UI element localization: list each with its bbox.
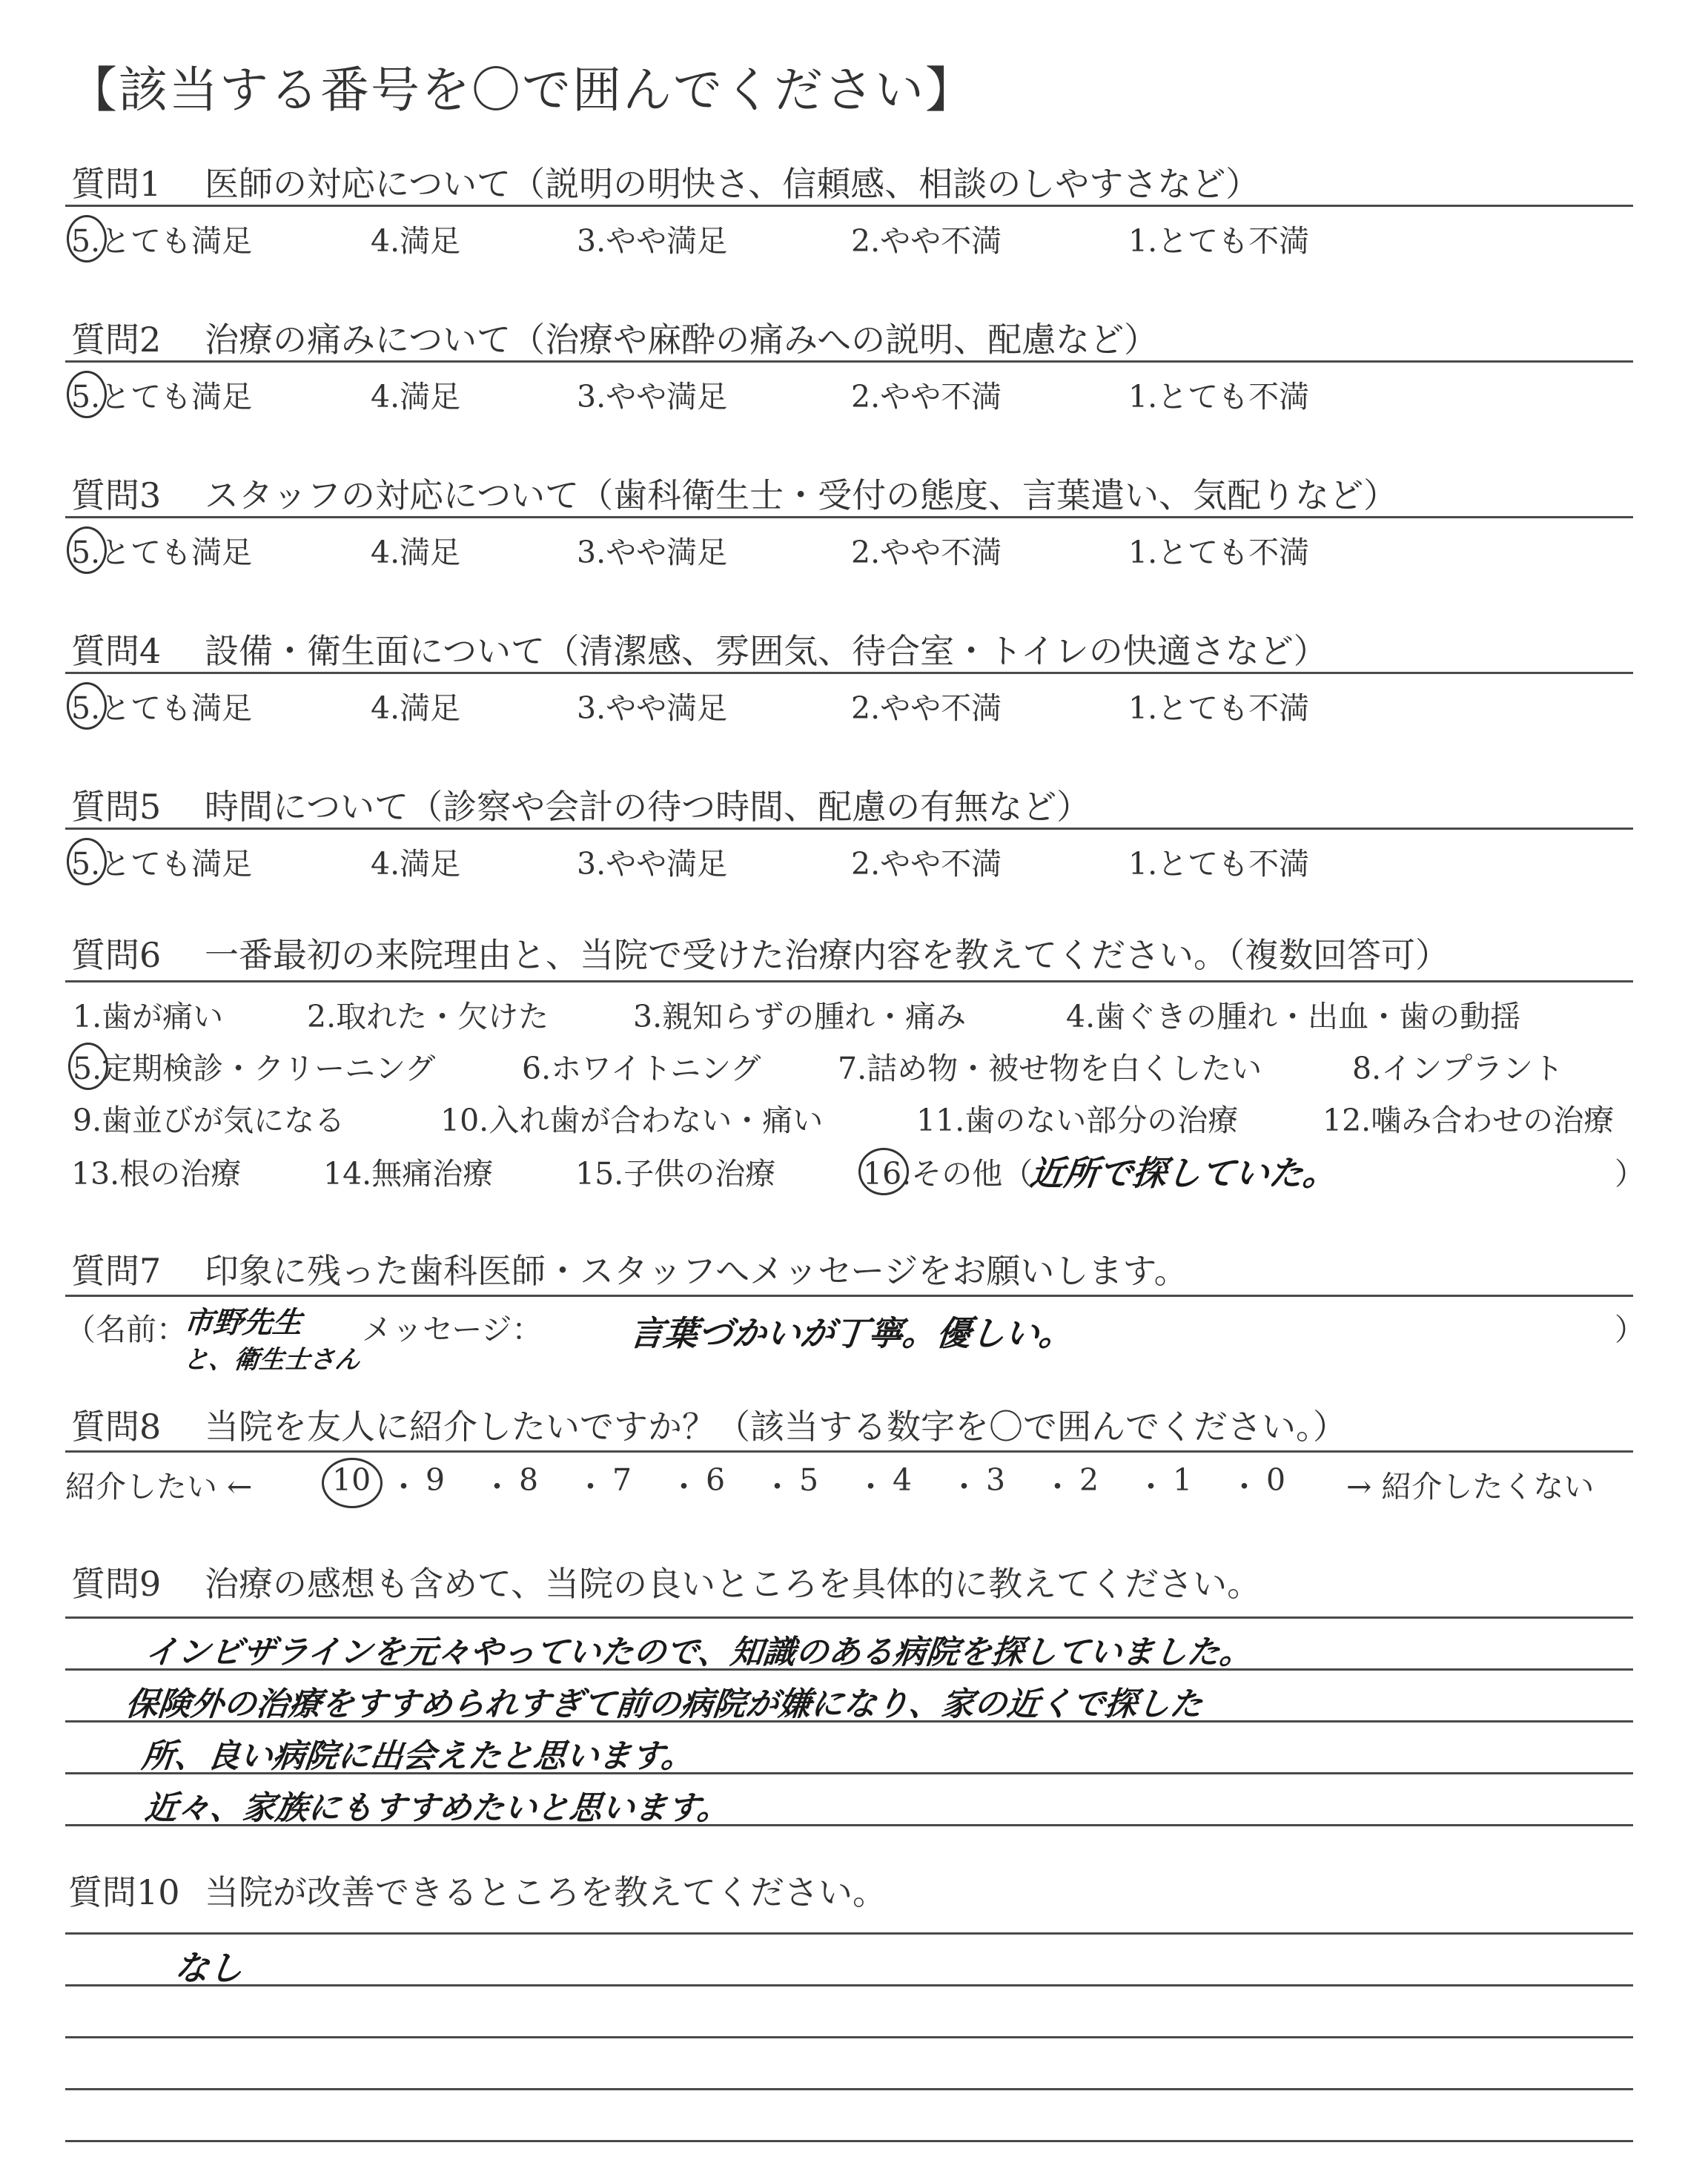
rating-option[interactable]: 1.とても不満 [1128,846,1310,882]
answer-line: 近々、家族にもすすめたいと思います。 [142,1789,732,1827]
rule-line [65,205,1633,207]
scale-value[interactable]: 5 [799,1462,819,1498]
reason-option[interactable]: 3.親知らずの腫れ・痛み [633,999,967,1034]
reason-option[interactable]: 14.無痛治療 [323,1156,494,1192]
rating-option[interactable]: 4.満足 [371,690,461,726]
question-text: 治療の痛みについて（治療や麻酔の痛みへの説明、配慮など） [205,320,1159,360]
answer-line: 所、良い病院に出会えたと思います。 [139,1737,696,1775]
scale-value[interactable]: 6 [706,1462,726,1498]
rating-option[interactable]: 3.やや満足 [577,223,728,259]
name-answer: 市野先生 [182,1306,305,1340]
reason-option[interactable]: 8.インプラント [1352,1051,1564,1086]
reason-option[interactable]: 9.歯並びが気になる [73,1103,345,1138]
question-label: 質問7 [71,1251,162,1291]
reason-option[interactable]: 13.根の治療 [71,1156,242,1192]
scale-value[interactable]: 10 [332,1462,371,1498]
question-text: 当院を友人に紹介したいですか？（該当する数字を〇で囲んでください。） [205,1407,1347,1447]
question-text: 印象に残った歯科医師・スタッフへメッセージをお願いします。 [205,1251,1188,1291]
scale-separator: ・ [1229,1469,1260,1505]
question-label: 質問10 [68,1872,180,1912]
reason-option[interactable]: 11.歯のない部分の治療 [916,1103,1239,1138]
rating-option[interactable]: 3.やや満足 [577,690,728,726]
scale-separator: ・ [669,1469,699,1505]
scale-value[interactable]: 1 [1173,1462,1193,1498]
question-text: 治療の感想も含めて、当院の良いところを具体的に教えてください。 [205,1564,1262,1604]
scale-right-label: → 紹介したくない [1346,1469,1595,1505]
message-answer: 言葉づかいが丁寧。優しい。 [627,1313,1076,1353]
rating-option[interactable]: 2.やや不満 [851,379,1002,415]
rule-line [65,672,1633,674]
scale-separator: ・ [1136,1469,1166,1505]
scale-value[interactable]: 4 [893,1462,913,1498]
rating-option[interactable]: 5.とても満足 [71,379,253,415]
scale-value[interactable]: 8 [519,1462,539,1498]
rule-line [65,360,1633,363]
rule-line [65,1932,1633,1935]
question-text: 当院が改善できるところを教えてください。 [205,1872,887,1912]
name-prefix: （名前： [65,1312,187,1347]
rating-option[interactable]: 2.やや不満 [851,535,1002,570]
question-text: 時間について（診察や会計の待つ時間、配慮の有無など） [205,787,1091,827]
rating-option[interactable]: 3.やや満足 [577,846,728,882]
rating-option[interactable]: 1.とても不満 [1128,535,1310,570]
question-label: 質問2 [71,320,162,360]
answer-line: インビザラインを元々やっていたので、知識のある病院を探していました。 [142,1634,1255,1671]
question-label: 質問6 [71,935,162,975]
reason-option[interactable]: 6.ホワイトニング [522,1051,761,1086]
rule-line [65,1450,1633,1453]
rating-option[interactable]: 1.とても不満 [1128,690,1310,726]
rule-line [65,828,1633,830]
rule-line [65,2088,1633,2090]
rating-option[interactable]: 2.やや不満 [851,846,1002,882]
message-label: メッセージ： [362,1312,543,1347]
answer-line: 保険外の治療をすすめられすぎて前の病院が嫌になり、家の近くで探した [123,1685,1205,1723]
question-text: 一番最初の来院理由と、当院で受けた治療内容を教えてください。（複数回答可） [205,935,1449,975]
rating-option[interactable]: 4.満足 [371,846,461,882]
scale-separator: ・ [388,1469,419,1505]
rating-option[interactable]: 1.とても不満 [1128,223,1310,259]
question-text: 設備・衛生面について（清潔感、雰囲気、待合室・トイレの快適さなど） [205,631,1328,671]
other-answer: 近所で探していた。 [1027,1153,1340,1193]
selection-circle [67,838,107,885]
rule-line [65,980,1633,982]
scale-value[interactable]: 2 [1079,1462,1099,1498]
question-label: 質問3 [71,475,162,515]
rating-option[interactable]: 2.やや不満 [851,690,1002,726]
selection-circle [67,371,107,418]
scale-value[interactable]: 9 [426,1462,446,1498]
rating-option[interactable]: 3.やや満足 [577,379,728,415]
reason-option[interactable]: 16.その他（ [863,1156,1033,1192]
selection-circle [858,1148,909,1195]
reason-option[interactable]: 15.子供の治療 [575,1156,776,1192]
question-label: 質問1 [71,164,162,204]
rating-option[interactable]: 3.やや満足 [577,535,728,570]
rating-option[interactable]: 2.やや不満 [851,223,1002,259]
question-text: 医師の対応について（説明の明快さ、信頼感、相談のしやすさなど） [205,164,1260,204]
reason-option[interactable]: 2.取れた・欠けた [307,999,549,1034]
rule-line [65,2140,1633,2142]
scale-separator: ・ [482,1469,512,1505]
scale-value[interactable]: 7 [612,1462,632,1498]
rule-line [65,1616,1633,1619]
selection-circle [67,215,107,262]
rating-option[interactable]: 4.満足 [371,223,461,259]
question-text: スタッフの対応について（歯科衛生士・受付の態度、言葉遣い、気配りなど） [205,475,1398,515]
scale-separator: ・ [949,1469,979,1505]
rating-option[interactable]: 4.満足 [371,379,461,415]
form-header: 【該当する番号を〇で囲んでください】 [68,62,976,119]
selection-circle [322,1458,383,1508]
scale-value[interactable]: 0 [1266,1462,1286,1498]
rule-line [65,1984,1633,1986]
scale-separator: ・ [575,1469,606,1505]
reason-option[interactable]: 4.歯ぐきの腫れ・出血・歯の動揺 [1066,999,1521,1034]
scale-separator: ・ [1042,1469,1073,1505]
rule-line [65,1295,1633,1297]
selection-circle [67,682,107,730]
close-paren: ） [1615,1312,1645,1347]
rating-option[interactable]: 5.とても満足 [71,690,253,726]
rating-option[interactable]: 1.とても不満 [1128,379,1310,415]
scale-separator: ・ [762,1469,792,1505]
scale-value[interactable]: 3 [986,1462,1006,1498]
question-label: 質問4 [71,631,162,671]
scale-separator: ・ [855,1469,886,1505]
rule-line [65,2036,1633,2038]
rating-option[interactable]: 5.とても満足 [71,223,253,259]
question-label: 質問8 [71,1407,162,1447]
reason-option[interactable]: 10.入れ歯が合わない・痛い [440,1103,824,1138]
question-label: 質問5 [71,787,162,827]
rating-option[interactable]: 5.とても満足 [71,535,253,570]
other-close: ） [1615,1156,1645,1192]
name-answer-2: と、衛生士さん [182,1345,362,1375]
question-label: 質問9 [71,1564,162,1604]
reason-option[interactable]: 12.噛み合わせの治療 [1323,1103,1615,1138]
reason-option[interactable]: 7.詰め物・被せ物を白くしたい [838,1051,1262,1086]
selection-circle [68,1043,108,1090]
rule-line [65,516,1633,518]
scale-left-label: 紹介したい ← [65,1469,253,1505]
reason-option[interactable]: 1.歯が痛い [73,999,224,1034]
reason-option[interactable]: 5.定期検診・クリーニング [73,1051,436,1086]
rating-option[interactable]: 5.とても満足 [71,846,253,882]
selection-circle [67,526,107,574]
rating-option[interactable]: 4.満足 [371,535,461,570]
answer: なし [172,1948,245,1988]
